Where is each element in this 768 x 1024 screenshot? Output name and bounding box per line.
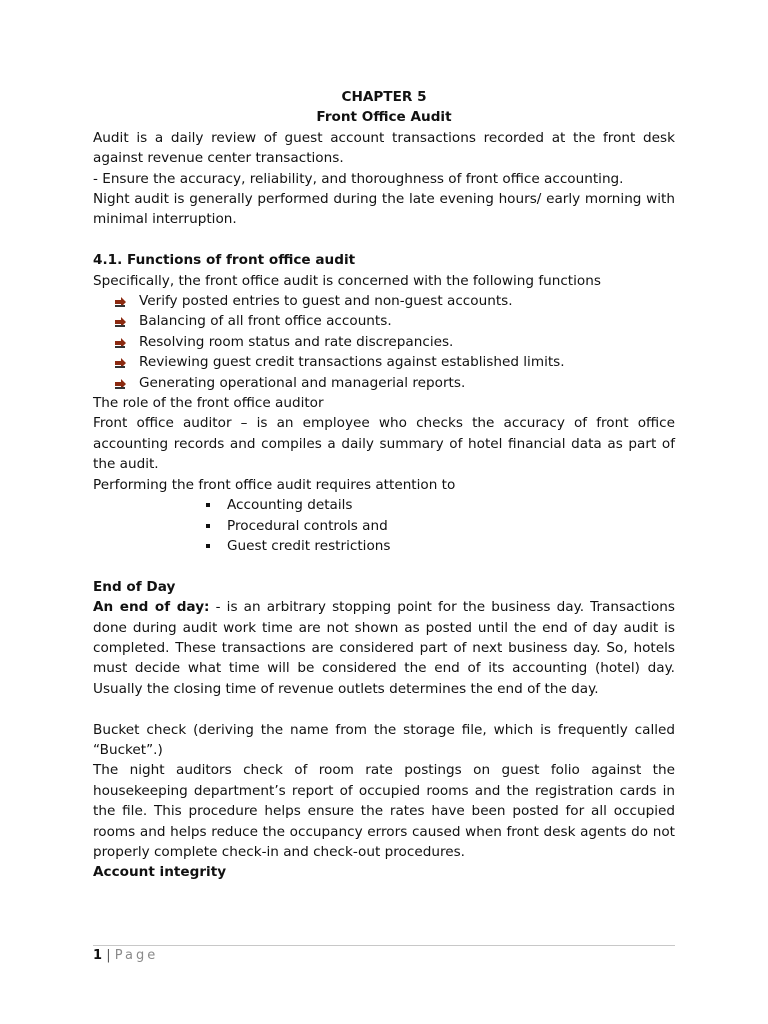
role-heading: The role of the front office auditor	[93, 395, 324, 412]
footer-separator: |	[106, 948, 111, 963]
functions-list	[93, 291, 675, 393]
intro-paragraph: Audit is a daily review of guest account transactions recorded at the front desk against revenue center transactions.	[93, 129, 675, 167]
bucket-check-intro: Bucket check (deriving the name from the storage file, which is frequently called “Bucket”.)	[93, 721, 675, 758]
function-text: Resolving room status and rate discrepancies.	[139, 333, 454, 350]
attention-text: Procedural controls and	[227, 517, 388, 534]
account-integrity-heading: Account integrity	[93, 864, 227, 881]
attention-list	[93, 495, 675, 556]
function-text: Reviewing guest credit transactions against established limits.	[139, 354, 565, 371]
function-text: Generating operational and managerial reports.	[139, 374, 466, 391]
attention-text: Guest credit restrictions	[227, 537, 391, 554]
page-footer	[93, 947, 158, 965]
square-bullet-icon	[206, 524, 210, 528]
page-title: Front Office Audit	[316, 109, 452, 126]
function-text: Verify posted entries to guest and non-guest accounts.	[139, 293, 513, 310]
attention-lead: Performing the front office audit requires attention to	[93, 476, 456, 493]
arrow-bullet-icon	[115, 297, 126, 307]
page-number: 1	[93, 948, 103, 963]
page-content	[93, 87, 675, 883]
arrow-bullet-icon	[115, 317, 126, 327]
square-bullet-icon	[206, 544, 210, 548]
list-item	[93, 352, 675, 372]
role-paragraph: Front office auditor – is an employee who checks the accuracy of front office accounting records and compiles a daily summary of hotel financial data as part of the audit.	[93, 415, 675, 473]
page-label: Page	[114, 948, 159, 963]
list-item	[93, 311, 675, 331]
list-item	[93, 373, 675, 393]
functions-lead: Specifically, the front office audit is concerned with the following functions	[93, 272, 601, 289]
list-item	[93, 536, 675, 556]
end-of-day-heading: End of Day	[93, 578, 176, 595]
chapter-label: CHAPTER 5	[341, 89, 427, 105]
attention-text: Accounting details	[227, 497, 353, 514]
list-item	[93, 291, 675, 311]
list-item	[93, 516, 675, 536]
end-of-day-text: - is an arbitrary stopping point for the business day. Transactions done during audit work time are not shown as posted until the end of day audit is completed. These transactions are considered part of next business day. So, hotels must decide what time will be considered the end of its accounting (hotel) day. Usually the closing time of revenue outlets determines the end of the day.	[93, 599, 676, 697]
list-item	[93, 495, 675, 515]
end-of-day-paragraph	[93, 597, 675, 699]
function-text: Balancing of all front office accounts.	[139, 313, 392, 330]
intro-bullet-line: - Ensure the accuracy, reliability, and thoroughness of front office accounting.	[93, 170, 624, 187]
end-of-day-term: An end of day:	[93, 599, 210, 616]
arrow-bullet-icon	[115, 379, 126, 389]
square-bullet-icon	[206, 503, 210, 507]
section-heading-4-1: 4.1. Functions of front office audit	[93, 252, 356, 269]
list-item	[93, 332, 675, 352]
arrow-bullet-icon	[115, 358, 126, 368]
arrow-bullet-icon	[115, 338, 126, 348]
bucket-check-paragraph: The night auditors check of room rate postings on guest folio against the housekeeping department’s report of occupied rooms and the registration cards in the file. This procedure helps ensure the rates have been posted for all occupied rooms and helps reduce the occupancy errors caused when front desk agents do not properly complete check-in and check-out procedures.	[93, 762, 675, 860]
intro-night-audit: Night audit is generally performed during the late evening hours/ early morning with minimal interruption.	[93, 191, 675, 228]
footer-divider	[93, 945, 675, 946]
